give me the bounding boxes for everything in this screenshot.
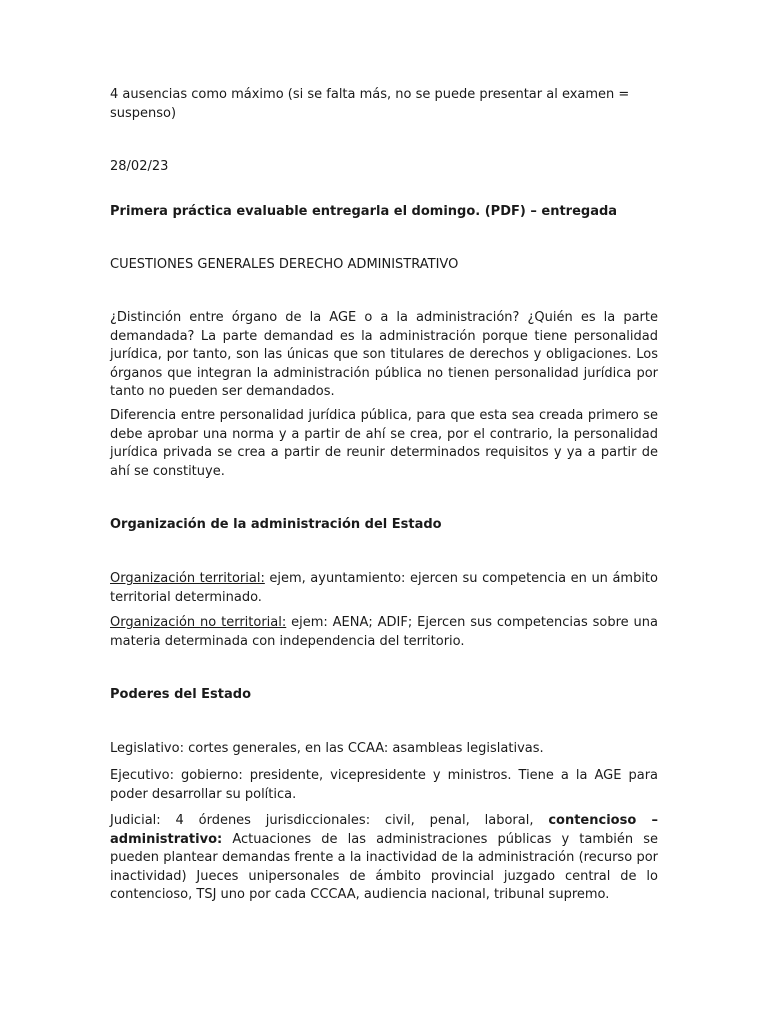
paragraph-judicial: [110, 812, 658, 905]
paragraph-distincion: ¿Distinción entre órgano de la AGE o a la administración? ¿Quién es la parte demandada? La parte demandad es la administración porque tiene personalidad jurídica, por tanto, son las únicas que son titulares de derechos y obligaciones. Los órganos que integran la administración pública no tienen personalidad jurídica por tanto no pueden ser demandados.: [110, 310, 658, 399]
paragraph-org-territorial: [110, 570, 658, 607]
judicial-bold: contencioso – administrativo:: [110, 813, 658, 847]
section-title-poderes: Poderes del Estado: [110, 687, 252, 702]
judicial-rest: Actuaciones de las administraciones públicas y también se pueden plantear demandas frente a la inactividad de la administración (recurso por inactividad) Jueces unipersonales de ámbito provincial juzgado central de lo contencioso, TSJ uno por cada CCCAA, audiencia nacional, tribunal supremo.: [110, 831, 658, 902]
absence-note: 4 ausencias como máximo (si se falta más, no se puede presentar al examen = suspenso): [110, 87, 630, 121]
paragraph-personalidad: Diferencia entre personalidad jurídica pública, para que esta sea creada primero se debe aprobar una norma y a partir de ahí se crea, por el contrario, la personalidad jurídica privada se crea a partir de reunir determinados requisitos y ya a partir de ahí se constituye.: [110, 408, 658, 479]
judicial-intro: Judicial: 4 órdenes jurisdiccionales: civil, penal, laboral,: [110, 813, 549, 828]
paragraph-ejecutivo: Ejecutivo: gobierno: presidente, vicepresidente y ministros. Tiene a la AGE para poder desarrollar su política.: [110, 768, 658, 802]
org-no-territorial-text: ejem: AENA; ADIF; Ejercen sus competencias sobre una materia determinada con independencia del territorio.: [110, 615, 658, 649]
org-territorial-text: ejem, ayuntamiento: ejercen su competencia en un ámbito territorial determinado.: [110, 571, 658, 605]
paragraph-legislativo: Legislativo: cortes generales, en las CCAA: asambleas legislativas.: [110, 741, 544, 756]
org-territorial-label: Organización territorial:: [110, 571, 265, 586]
org-no-territorial-label: Organización no territorial:: [110, 615, 287, 630]
section-title-organizacion: Organización de la administración del Estado: [110, 517, 442, 532]
paragraph-org-no-territorial: [110, 614, 658, 651]
section-title-cuestiones: CUESTIONES GENERALES DERECHO ADMINISTRATIVO: [110, 257, 459, 272]
date-line: 28/02/23: [110, 159, 169, 174]
assignment-note: Primera práctica evaluable entregarla el domingo. (PDF) – entregada: [110, 204, 618, 219]
